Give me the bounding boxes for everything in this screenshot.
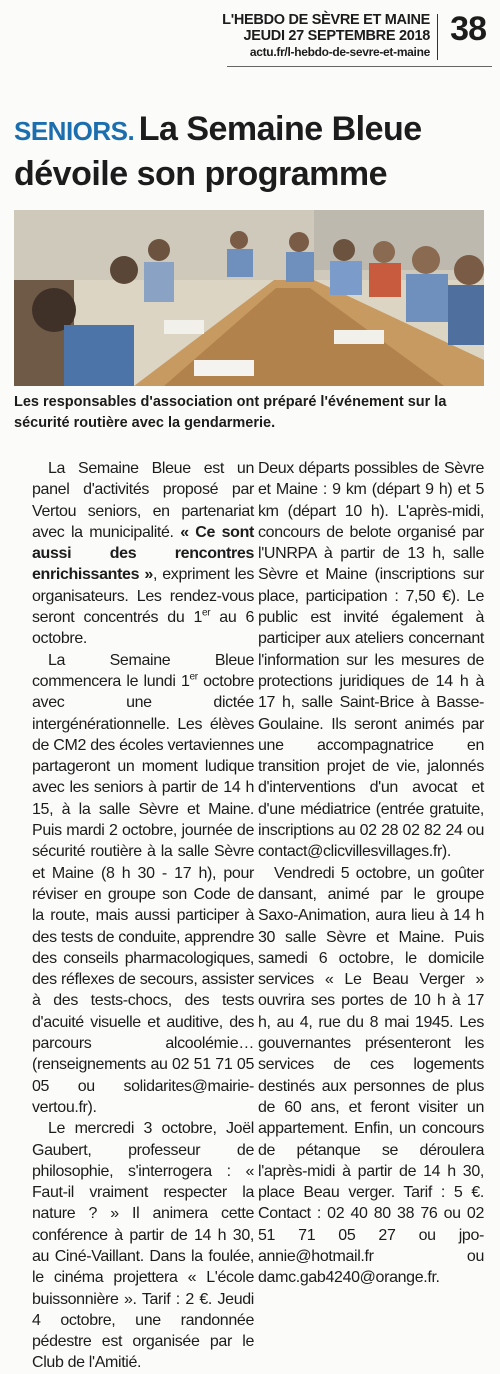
article-column-right: [258, 458, 484, 1289]
p1-text-c: au 6 octobre.: [32, 609, 254, 648]
p2-sup: er: [189, 671, 198, 683]
headline-title: La Semaine Bleue dévoile son programme: [14, 110, 422, 193]
paragraph-4: Deux départs possibles de Sèvre et Maine : 9 km (départ 9 h) et 5 km (départ 10 h). L'après-midi, concours de belote organisé par l'UNRPA à partir de 13 h, salle Sèvre et Maine (inscriptions sur place, participation : 7,50 €). Le public est invité également à participer aux ateliers concernant l'information sur les mesures de protections juridiques de 14 h à 17 h, salle Saint-Brice à Basse-Goulaine. Ils seront animés par une accompagnatrice en transition projet de vie, jalonnés d'interventions d'un avocat et d'une médiatrice (entrée gratuite, inscriptions au 02 28 02 82 24 ou contact@clicvillesvillages.fr).: [258, 460, 484, 861]
masthead-separator: [437, 14, 438, 60]
p1-text-a: La Semaine Bleue est un panel d'activités proposé par Vertou seniors, en partenariat avec la municipalité.: [32, 460, 254, 541]
headline-kicker: SENIORS.: [14, 116, 135, 146]
paper-url: actu.fr/l-hebdo-de-sevre-et-maine: [249, 45, 430, 59]
p1-text-b: , expriment les organisateurs. Les rendez-vous seront concentrés du 1: [32, 566, 254, 627]
paragraph-5: Vendredi 5 octobre, un goûter dansant, animé par le groupe Saxo-Animation, aura lieu à 14 h 30 salle Sèvre et Maine. Puis samedi 6 octobre, le domicile services « Le Beau Verger » ouvrira ses portes de 10 h à 17 h, au 4, rue du 8 mai 1945. Les gouvernantes présenteront les services de ces logements destinés aux personnes de plus de 60 ans, et feront visiter un appartement. Enfin, un concours de pétanque se déroulera l'après-midi à partir de 14 h 30, place Beau verger. Tarif : 5 €. Contact : 02 40 80 38 76 ou 02 51 71 05 27 ou jpo-annie@hotmail.fr ou damc.gab4240@orange.fr.: [258, 864, 484, 1287]
paragraph-2: [32, 650, 254, 1119]
page-number: 38: [450, 10, 486, 48]
masthead-rule: [227, 66, 492, 67]
masthead: [12, 10, 492, 70]
p1-quote: « Ce sont aussi des rencontres enrichissantes »: [32, 523, 254, 584]
paragraph-3: Le mercredi 3 octobre, Joël Gaubert, professeur de philosophie, s'interrogera : « Faut-il vraiment respecter la nature ? » Il animera cette conférence à partir de 14 h 30, au Ciné-Vaillant. Dans la foulée, le cinéma projettera « L'école buissonnière ». Tarif : 2 €. Jeudi 4 octobre, une randonnée pédestre est organisée par le Club de l'Amitié.: [32, 1120, 254, 1372]
paragraph-1: [32, 458, 254, 650]
p2-text-b: octobre avec une dictée intergénérationnelle. Les élèves de CM2 des écoles vertaviennes partageront un moment ludique avec les seniors à partir de 14 h 15, à la salle Sèvre et Maine. Puis mardi 2 octobre, journée de sécurité routière à la salle Sèvre et Maine (8 h 30 - 17 h), pour réviser en groupe son Code de la route, mais aussi participer à des tests de conduite, apprendre des conseils pharmacologiques, des réflexes de secours, assister à des tests-chocs, des tests d'acuité visuelle et auditive, des parcours alcoolémie… (renseignements au 02 51 71 05 05 ou solidarites@mairie-vertou.fr).: [32, 672, 255, 1116]
article-photo: [14, 210, 484, 386]
article-column-left: [32, 458, 254, 1374]
meeting-photo-illustration: [14, 210, 484, 386]
issue-date: JEUDI 27 SEPTEMBRE 2018: [243, 28, 430, 44]
masthead-lines: [222, 12, 430, 60]
photo-caption: Les responsables d'association ont préparé l'événement sur la sécurité routière avec la gendarmerie.: [14, 394, 447, 431]
paper-name: L'HEBDO DE SÈVRE ET MAINE: [222, 12, 430, 28]
headline: [14, 110, 489, 200]
p1-sup: er: [202, 607, 211, 619]
p2-text-a: La Semaine Bleue commencera le lundi 1: [32, 651, 254, 690]
